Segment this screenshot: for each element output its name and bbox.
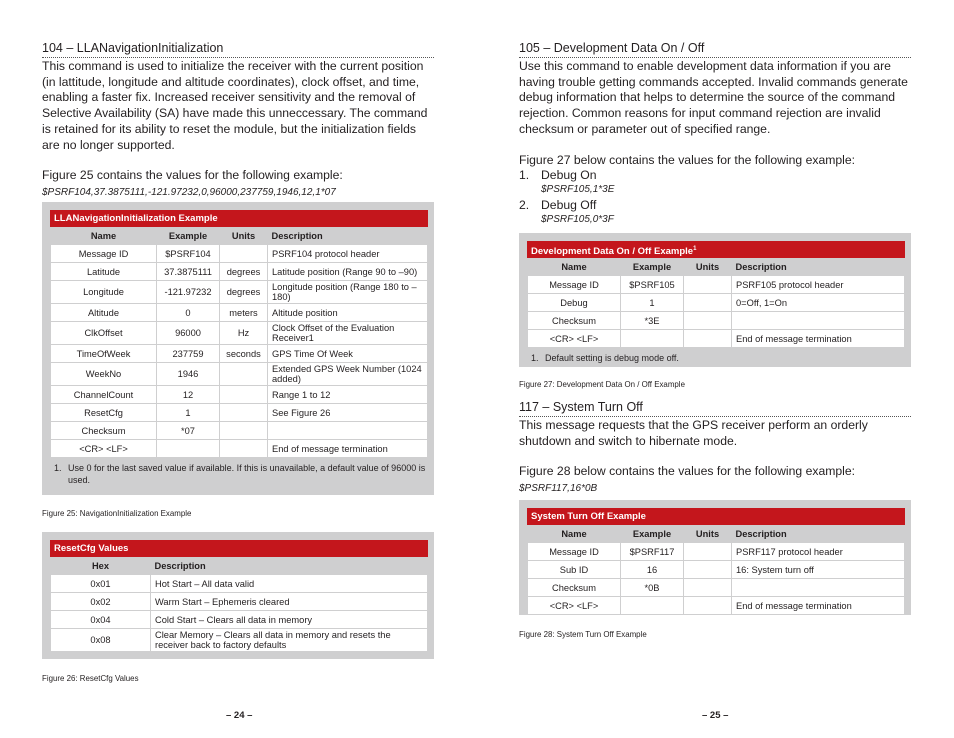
table-llanavigation [42,202,434,495]
footnote-number: 1. [54,463,62,473]
table-cell: 0=Off, 1=On [732,294,905,312]
col-header: Example [632,261,672,272]
table-cell [621,597,684,615]
table-cell: ResetCfg [51,404,157,422]
table-footnote [50,458,428,486]
table-cell: $PSRF104 [157,245,220,263]
table-row [51,422,428,440]
table-row [51,363,428,386]
table-cell: Clear Memory – Clears all data in memory and resets the receiver back to factory defaults [151,629,428,652]
table-cell: Extended GPS Week Number (1024 added) [268,363,428,386]
table-cell [732,312,905,330]
table-cell: Message ID [51,245,157,263]
table-cell: seconds [220,345,268,363]
table-row [528,597,905,615]
table-cell [732,579,905,597]
table-cell: 1946 [157,363,220,386]
table-cell: Range 1 to 12 [268,386,428,404]
table-cell: PSRF105 protocol header [732,276,905,294]
table-cell: 0 [157,304,220,322]
table-cell [220,440,268,458]
list-command: $PSRF105,1*3E [541,184,615,196]
table-cell: GPS Time Of Week [268,345,428,363]
col-header: Units [231,230,256,241]
table-row [51,322,428,345]
table-cell [220,404,268,422]
figure-27-caption: Figure 27: Development Data On / Off Example [519,379,685,389]
list-number: 1. [519,168,530,183]
figure-26-caption: Figure 26: ResetCfg Values [42,673,139,683]
table-cell: *0B [621,579,684,597]
table-cell: 12 [157,386,220,404]
table-row [528,312,905,330]
table-cell: $PSRF105 [621,276,684,294]
resetcfg-table [50,557,428,652]
table-cell: Latitude [51,263,157,281]
section-105-paragraph: Use this command to enable development data information if you are having trouble getting commands accepted. Invalid commands generate debug information that helps to determine the source of the command rejection. Common reasons for input command rejection are invalid checksum or parameter out of specified range. [519,59,908,136]
table-row [51,440,428,458]
col-header: Name [561,528,587,539]
system-turn-off-table [527,525,905,615]
table-cell: 16 [621,561,684,579]
page-number [226,710,252,721]
list-number: 2. [519,198,530,213]
table-row [51,629,428,652]
table-cell: meters [220,304,268,322]
table-cell [220,422,268,440]
table-cell: Message ID [528,276,621,294]
table-row [51,245,428,263]
table-cell: PSRF104 protocol header [268,245,428,263]
table-cell: Checksum [528,312,621,330]
table-cell [684,579,732,597]
section-104-paragraph: This command is used to initialize the receiver with the current position (in lattitude, longitude and altitude coordinates), clock offset, and time, enabling a faster fix. Increased receiver sensitivity and the removal of Selective Availability (SA) have made this unneccessary. The command is retained for its ability to reset the module, but the initialization fields are no longer supported. [42,59,428,152]
col-header: Example [632,528,672,539]
figure-25-intro: Figure 25 contains the values for the following example: [42,168,343,183]
table-cell: Clock Offset of the Evaluation Receiver1 [268,322,428,345]
table-row [528,294,905,312]
col-header: Hex [91,560,110,571]
table-cell: Sub ID [528,561,621,579]
table-cell [684,294,732,312]
col-header: Units [695,528,720,539]
table-cell: ClkOffset [51,322,157,345]
table-cell: End of message termination [268,440,428,458]
col-header: Units [695,261,720,272]
figure-27-intro: Figure 27 below contains the values for the following example: [519,152,856,167]
table-cell: degrees [220,263,268,281]
footnote-number: 1. [531,353,539,363]
table-cell: ChannelCount [51,386,157,404]
table-cell [684,330,732,348]
table-row [51,345,428,363]
table-cell: Message ID [528,543,621,561]
list-command: $PSRF105,0*3F [541,214,614,226]
table-cell [684,543,732,561]
table-row [51,263,428,281]
table-cell [220,363,268,386]
table-cell: 0x01 [51,575,151,593]
table-row [51,593,428,611]
debug-list [519,168,911,227]
table-cell: degrees [220,281,268,304]
list-label: Debug On [541,168,597,183]
section-117-paragraph: This message requests that the GPS receiver perform an orderly shutdown and switch to hibernate mode. [519,418,868,448]
table-row [51,404,428,422]
table-cell: 1 [621,294,684,312]
table-cell: Altitude position [268,304,428,322]
table-row [51,304,428,322]
list-item [519,198,911,213]
table-cell: $PSRF117 [621,543,684,561]
table-cell: 237759 [157,345,220,363]
table-cell: Cold Start – Clears all data in memory [151,611,428,629]
table-cell: WeekNo [51,363,157,386]
llanavigation-table [50,227,428,458]
table-cell: Altitude [51,304,157,322]
table-cell [684,561,732,579]
table-row [528,330,905,348]
section-heading-105: 105 – Development Data On / Off [519,41,911,58]
table-cell [157,440,220,458]
table-title: ResetCfg Values [50,540,428,557]
table-cell: End of message termination [732,330,905,348]
table-cell: End of message termination [732,597,905,615]
table-row [528,276,905,294]
table-row [51,281,428,304]
table-cell: -121.97232 [157,281,220,304]
table-cell [220,386,268,404]
table-resetcfg [42,532,434,659]
table-cell: Longitude position (Range 180 to –180) [268,281,428,304]
table-cell: *07 [157,422,220,440]
table-title-text: Development Data On / Off Example [531,246,694,258]
table-title: LLANavigationInitialization Example [50,210,428,227]
table-cell: <CR> <LF> [51,440,157,458]
table-cell: Latitude position (Range 90 to –90) [268,263,428,281]
table-cell [268,422,428,440]
table-cell [684,597,732,615]
list-item [519,168,911,183]
table-cell: Debug [528,294,621,312]
table-row [51,575,428,593]
table-row [51,611,428,629]
table-cell [684,312,732,330]
col-header: Description [735,528,787,539]
table-cell: Checksum [51,422,157,440]
page-number-text: – 24 – [226,710,253,721]
table-title [527,241,905,258]
table-cell: See Figure 26 [268,404,428,422]
table-cell [684,276,732,294]
table-cell: 0x08 [51,629,151,652]
table-title: System Turn Off Example [527,508,905,525]
development-data-table [527,258,905,348]
table-cell: Hot Start – All data valid [151,575,428,593]
table-cell: *3E [621,312,684,330]
table-cell [621,330,684,348]
figure-28-caption: Figure 28: System Turn Off Example [519,629,647,639]
table-cell [220,245,268,263]
col-header: Example [168,230,208,241]
example-command-104: $PSRF104,37.3875111,-121.97232,0,96000,237759,1946,12,1*07 [42,186,336,198]
page-number-text: – 25 – [702,710,729,721]
table-development-data [519,233,911,367]
section-heading-117: 117 – System Turn Off [519,400,911,417]
list-label: Debug Off [541,198,597,213]
title-footnote-mark: 1 [693,246,697,252]
figure-28-intro: Figure 28 below contains the values for the following example: [519,464,856,479]
footnote-text: Default setting is debug mode off. [545,353,679,363]
table-row [528,579,905,597]
table-cell: 1 [157,404,220,422]
table-footnote [527,348,905,364]
footnote-text: Use 0 for the last saved value if available. If this is unavailable, a default value of 96000 is used. [68,463,426,485]
col-header: Description [271,230,323,241]
col-header: Name [90,230,117,241]
example-command-117: $PSRF117,16*0B [519,483,598,495]
table-cell: Warm Start – Ephemeris cleared [151,593,428,611]
table-row [51,386,428,404]
table-cell: 0x02 [51,593,151,611]
section-heading-104: 104 – LLANavigationInitialization [42,41,434,58]
table-cell: TimeOfWeek [51,345,157,363]
table-system-turn-off [519,500,911,615]
table-cell: <CR> <LF> [528,330,621,348]
table-cell: 37.3875111 [157,263,220,281]
table-cell: Checksum [528,579,621,597]
table-cell: Hz [220,322,268,345]
col-header: Description [154,560,206,571]
table-row [528,543,905,561]
table-cell: Longitude [51,281,157,304]
table-row [528,561,905,579]
table-cell: 16: System turn off [732,561,905,579]
col-header: Description [735,261,787,272]
table-cell: <CR> <LF> [528,597,621,615]
figure-25-caption: Figure 25: NavigationInitialization Example [42,508,192,518]
table-cell: 0x04 [51,611,151,629]
col-header: Name [561,261,587,272]
table-cell: PSRF117 protocol header [732,543,905,561]
page-number [702,710,728,721]
table-cell: 96000 [157,322,220,345]
